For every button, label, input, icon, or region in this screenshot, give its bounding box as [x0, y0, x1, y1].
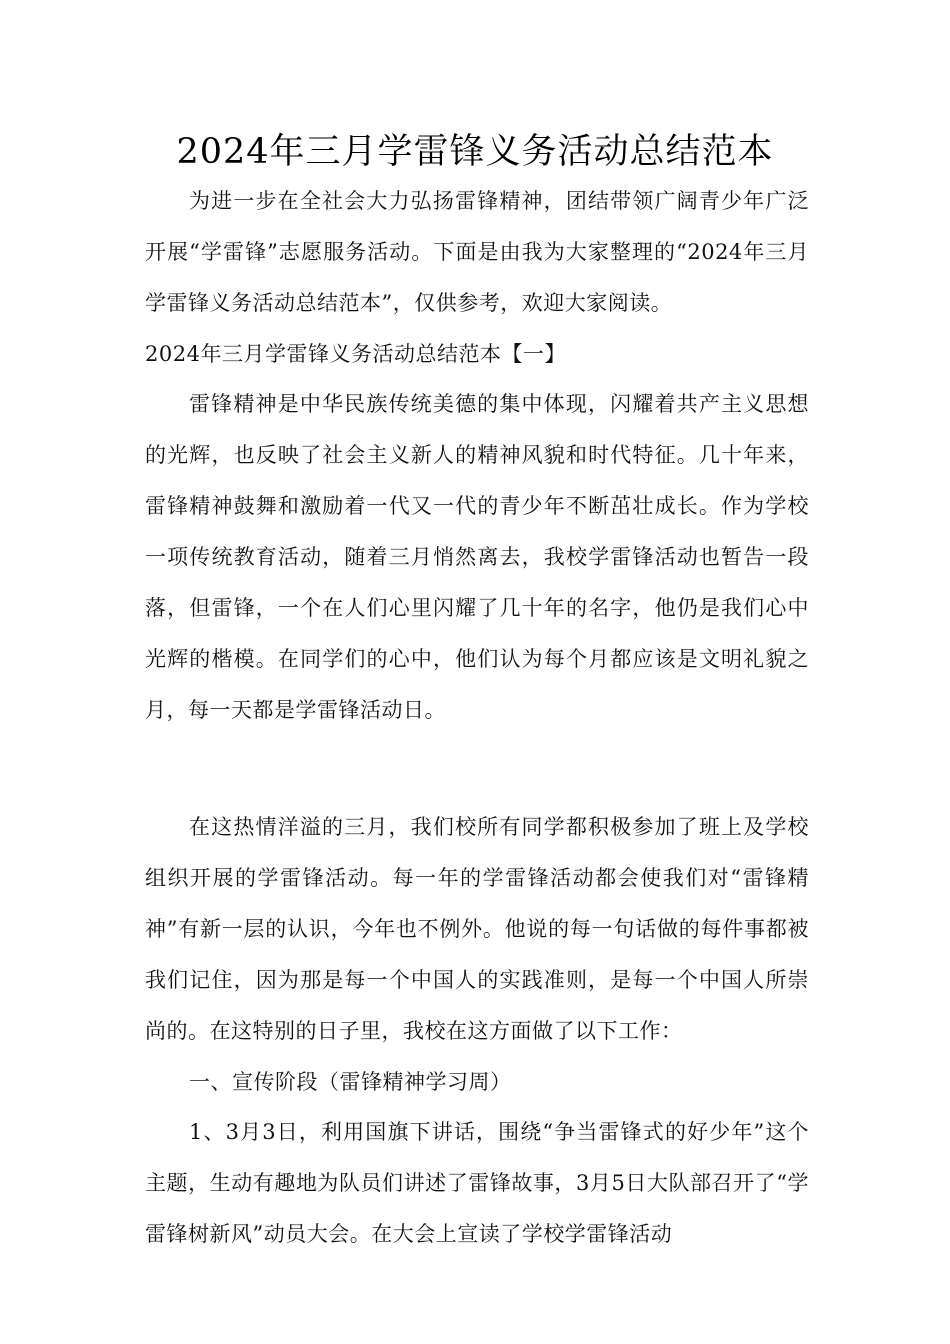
paragraph-1: 雷锋精神是中华民族传统美德的集中体现，闪耀着共产主义思想的光辉，也反映了社会主义新人的精神风貌和时代特征。几十年来，雷锋精神鼓舞和激励着一代又一代的青少年不断茁壮成长。作为学校一项传统教育活动，随着三月悄然离去，我校学雷锋活动也暂告一段落，但雷锋，一个在人们心里闪耀了几十年的名字，他仍是我们心中光辉的楷模。在同学们的心中，他们认为每个月都应该是文明礼貌之月，每一天都是学雷锋活动日。	[145, 392, 809, 722]
subheading-publicity: 一、宣传阶段（雷锋精神学习周）	[189, 1070, 512, 1094]
intro-paragraph: 为进一步在全社会大力弘扬雷锋精神，团结带领广阔青少年广泛开展“学雷锋”志愿服务活动。下面是由我为大家整理的“2024年三月学雷锋义务活动总结范本”，仅供参考，欢迎大家阅读。	[145, 189, 809, 315]
paragraph-gap	[145, 736, 809, 802]
document-title: 2024年三月学雷锋义务活动总结范本	[176, 132, 774, 172]
section-title: 2024年三月学雷锋义务活动总结范本【一】	[145, 342, 566, 366]
paragraph-2: 在这热情洋溢的三月，我们校所有同学都积极参加了班上及学校组织开展的学雷锋活动。每一年的学雷锋活动都会使我们对“雷锋精神”有新一层的认识，今年也不例外。他说的每一句话做的每件事都被我们记住，因为那是每一个中国人的实践准则，是每一个中国人所崇尚的。在这特别的日子里，我校在这方面做了以下工作：	[145, 815, 809, 1043]
document-body	[145, 176, 809, 1260]
paragraph-3: 1、3月3日，利用国旗下讲话，围绕“争当雷锋式的好少年”这个主题，生动有趣地为队员们讲述了雷锋故事，3月5日大队部召开了“学雷锋树新风”动员大会。在大会上宣读了学校学雷锋活动	[145, 1120, 809, 1246]
